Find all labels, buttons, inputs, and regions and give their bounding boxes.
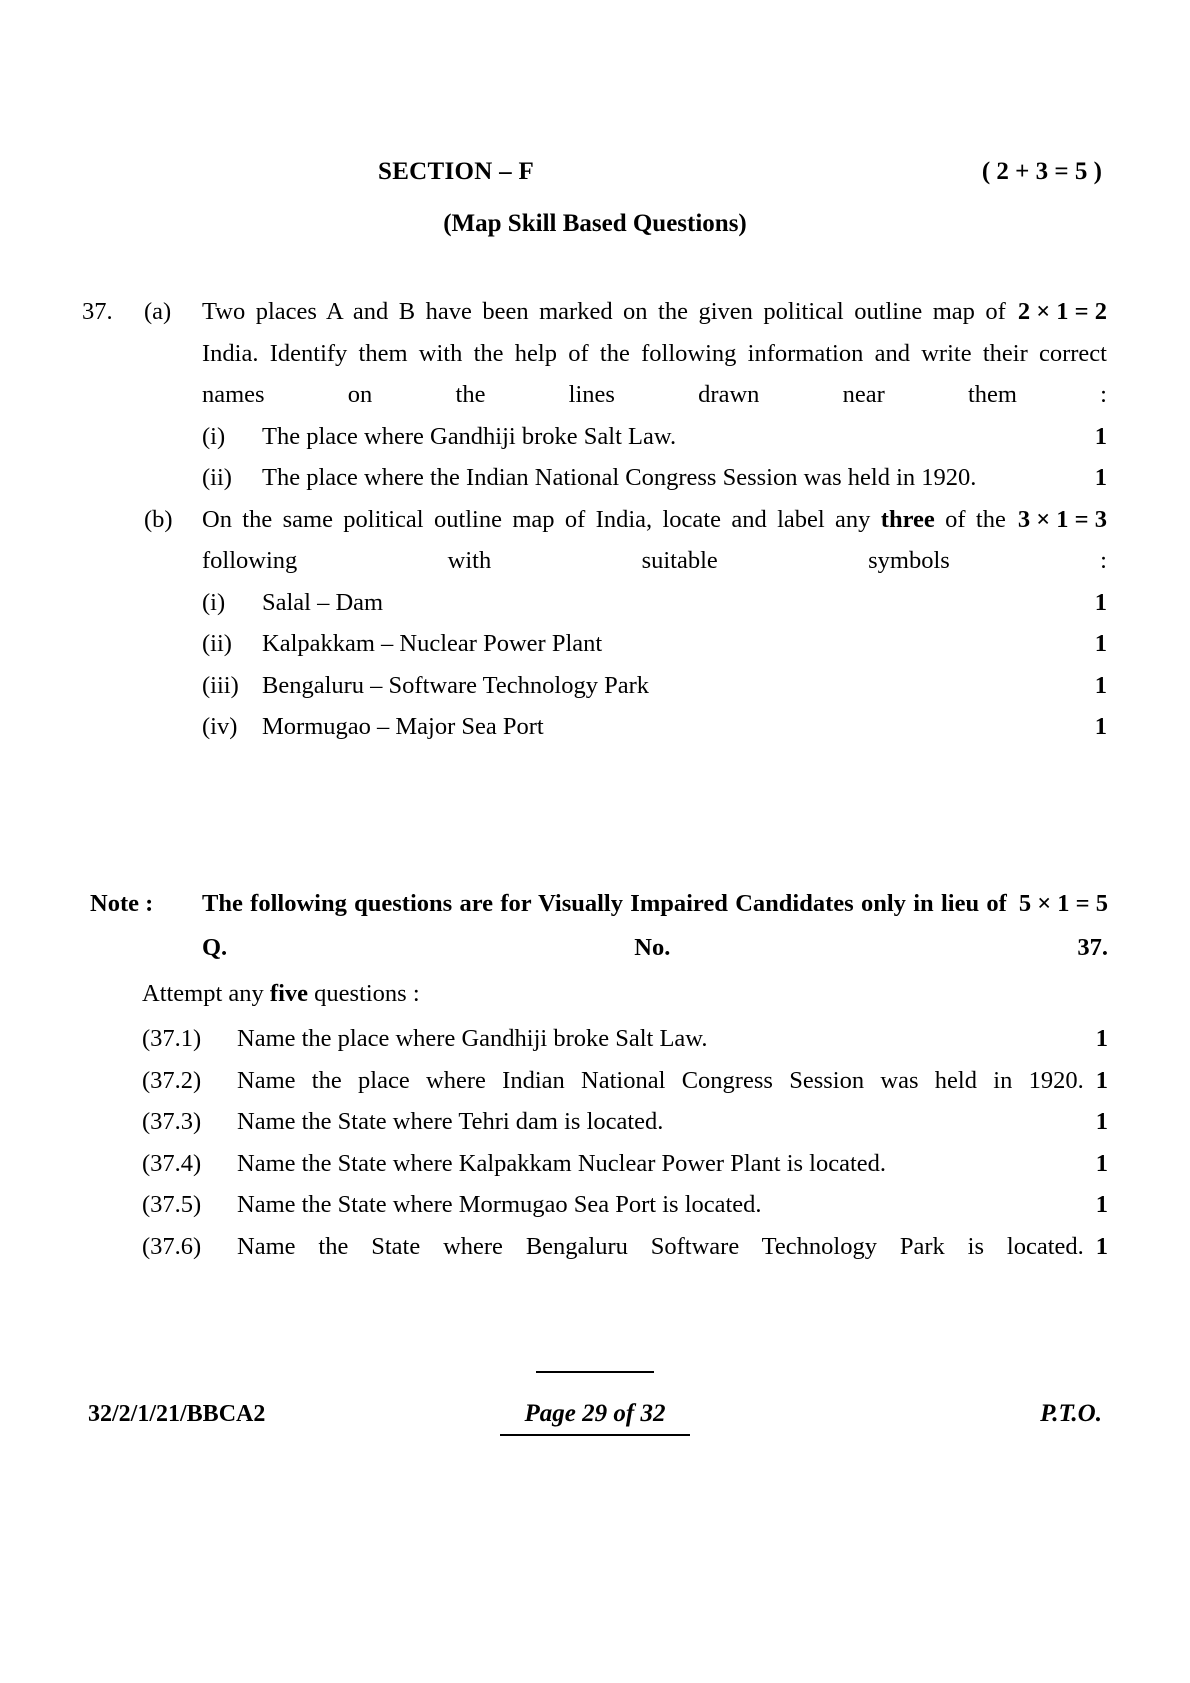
part-a-item-2-marks: 1	[1094, 464, 1107, 491]
part-b-item-4-text	[262, 706, 1107, 748]
part-b-item-4-roman: (iv)	[202, 713, 238, 740]
vi-item-6	[142, 1226, 1108, 1268]
vi-item-3	[142, 1101, 1108, 1143]
paper-code: 32/2/1/21/BBCA2	[88, 1401, 266, 1427]
part-b-item-1-text	[262, 582, 1107, 624]
vi-item-4-marks: 1	[1095, 1149, 1108, 1177]
footer-separator-rule	[536, 1371, 654, 1373]
vi-item-2-marks: 1	[1095, 1066, 1108, 1094]
vi-item-4-text	[237, 1143, 1108, 1185]
vi-item-3-marks: 1	[1095, 1108, 1108, 1135]
part-a-item-1-roman: (i)	[202, 422, 226, 450]
vi-item-5-marks: 1	[1095, 1191, 1108, 1218]
part-b-item-2-roman: (ii)	[202, 630, 232, 657]
vi-item-6-text	[237, 1226, 1108, 1268]
section-total-marks: ( 2 + 3 = 5 )	[981, 158, 1102, 185]
vi-item-1-number: (37.1)	[142, 1025, 202, 1052]
part-b-item-3-label: Bengaluru – Software Technology Park	[262, 671, 650, 699]
part-b-item-2-marks: 1	[1094, 630, 1107, 657]
part-a-item-2	[202, 457, 1107, 499]
vi-item-1-text	[237, 1018, 1108, 1060]
vi-item-3-number: (37.3)	[142, 1108, 202, 1135]
note-label: Note :	[90, 890, 154, 917]
attempt-bold-word: five	[269, 980, 309, 1007]
part-b-bold-word: three	[880, 505, 935, 533]
vi-item-2-number: (37.2)	[142, 1066, 202, 1094]
part-b-label: (b)	[144, 505, 173, 533]
page-number-underline	[500, 1434, 690, 1436]
vi-item-4-label: Name the State where Kalpakkam Nuclear Power Plant is located.	[237, 1149, 887, 1177]
vi-item-3-label: Name the State where Tehri dam is located.	[237, 1108, 664, 1135]
vi-item-5-text	[237, 1184, 1108, 1226]
vi-item-1	[142, 1018, 1108, 1060]
part-b-item-4-marks: 1	[1094, 713, 1107, 740]
part-b-item-1-roman: (i)	[202, 588, 226, 616]
part-a-text	[202, 291, 1107, 416]
part-b-item-3-marks: 1	[1094, 671, 1107, 699]
part-a-statement: Two places A and B have been marked on the given political outline map of India. Identify them with the help of the following information and write their correct names on the lines drawn near them :	[202, 298, 1107, 408]
section-header	[88, 158, 1102, 186]
part-a-marks: 2 × 1 = 2	[1017, 298, 1107, 325]
part-b-item-3-text	[262, 665, 1107, 707]
vi-item-1-marks: 1	[1095, 1025, 1108, 1052]
part-b-text-post: of the following with suitable symbols :	[202, 505, 1107, 574]
attempt-text-pre: Attempt any	[142, 980, 270, 1007]
part-b-item-4	[202, 706, 1107, 748]
vi-item-3-text	[237, 1101, 1108, 1143]
vi-item-5-number: (37.5)	[142, 1191, 202, 1218]
part-b-item-2-text	[262, 623, 1107, 665]
section-title: SECTION – F	[378, 158, 535, 185]
part-a-item-2-roman: (ii)	[202, 464, 232, 491]
vi-item-2-text	[237, 1060, 1108, 1102]
vi-item-4	[142, 1143, 1108, 1185]
part-b-item-2-label: Kalpakkam – Nuclear Power Plant	[262, 630, 603, 657]
vi-item-2-label: Name the place where Indian National Congress Session was held in 1920.	[237, 1066, 1084, 1094]
note-statement: The following questions are for Visually Impaired Candidates only in lieu of Q. No. 37.	[202, 890, 1108, 961]
part-a-item-1-text	[262, 416, 1107, 458]
page-number-label: Page 29 of 32	[524, 1400, 666, 1427]
page-footer	[88, 1400, 1102, 1428]
vi-item-6-number: (37.6)	[142, 1232, 202, 1260]
section-subtitle: (Map Skill Based Questions)	[443, 210, 747, 237]
part-b-item-2	[202, 623, 1107, 665]
part-b-text	[202, 499, 1107, 582]
vi-item-5	[142, 1184, 1108, 1226]
part-b-item-3	[202, 665, 1107, 707]
question-37-part-b	[82, 499, 1107, 748]
part-a-item-2-label: The place where the Indian National Congress Session was held in 1920.	[262, 464, 977, 491]
part-b-text-pre: On the same political outline map of India, locate and label any	[202, 505, 881, 533]
part-a-item-2-text	[262, 457, 1107, 499]
question-37-part-a	[82, 291, 1107, 499]
note-row	[90, 882, 1108, 970]
attempt-text-post: questions :	[308, 980, 420, 1007]
part-a-label: (a)	[144, 298, 172, 325]
visually-impaired-question-list	[142, 1018, 1108, 1267]
note-text	[202, 882, 1108, 970]
part-b-marks: 3 × 1 = 3	[1017, 505, 1107, 533]
part-b-item-1	[202, 582, 1107, 624]
vi-item-2	[142, 1060, 1108, 1102]
vi-item-1-label: Name the place where Gandhiji broke Salt Law.	[237, 1025, 708, 1052]
pto-label: P.T.O.	[1040, 1400, 1102, 1427]
part-a-item-1	[202, 416, 1107, 458]
vi-item-5-label: Name the State where Mormugao Sea Port is located.	[237, 1191, 762, 1218]
note-marks: 5 × 1 = 5	[1018, 890, 1108, 917]
question-37-block	[82, 291, 1107, 748]
vi-item-6-marks: 1	[1095, 1232, 1108, 1260]
part-a-item-1-marks: 1	[1094, 422, 1107, 450]
part-b-item-1-marks: 1	[1094, 588, 1107, 616]
part-b-item-4-label: Mormugao – Major Sea Port	[262, 713, 544, 740]
part-a-item-1-label: The place where Gandhiji broke Salt Law.	[262, 422, 677, 450]
vi-item-4-number: (37.4)	[142, 1149, 202, 1177]
visually-impaired-note-block	[90, 882, 1108, 1267]
vi-item-6-label: Name the State where Bengaluru Software Technology Park is located.	[237, 1232, 1084, 1260]
part-b-item-3-roman: (iii)	[202, 671, 239, 699]
attempt-instruction	[142, 972, 1108, 1016]
part-b-item-1-label: Salal – Dam	[262, 588, 384, 616]
question-number: 37.	[82, 298, 113, 325]
